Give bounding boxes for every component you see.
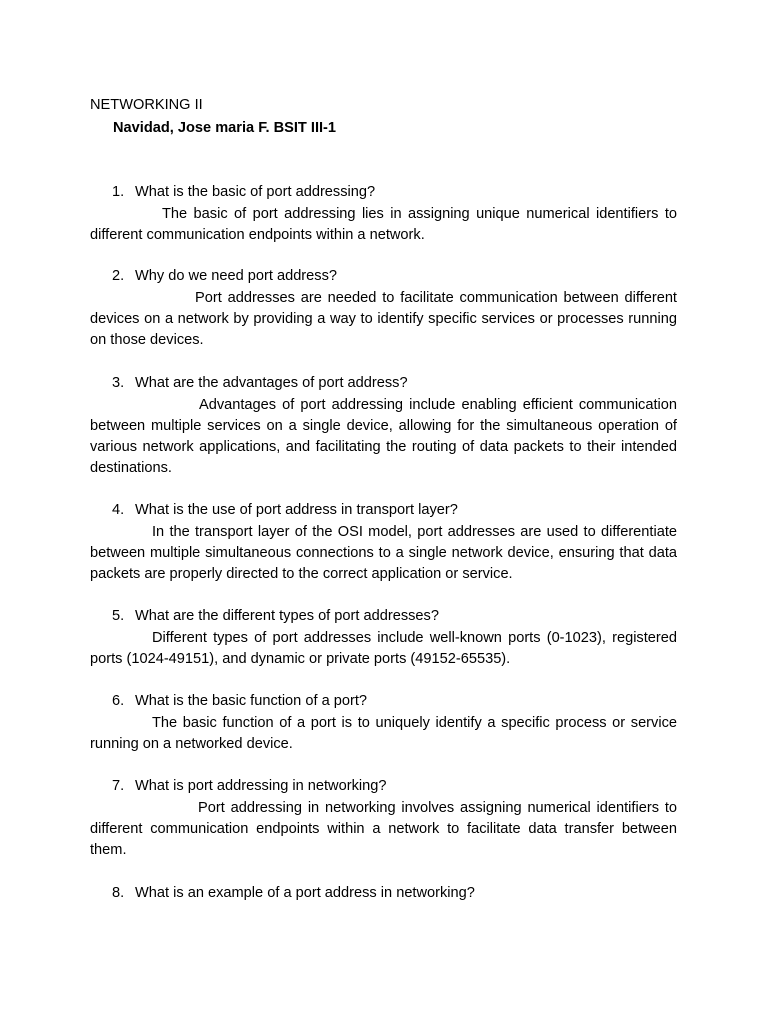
answer-6: The basic function of a port is to uniquely identify a specific process or service running on a networked device. bbox=[90, 715, 677, 752]
qa-item-4 bbox=[90, 500, 677, 585]
question-number: 2. bbox=[112, 268, 125, 284]
question-8 bbox=[90, 883, 677, 904]
question-number: 1. bbox=[112, 184, 125, 200]
qa-item-8 bbox=[90, 883, 677, 905]
question-number: 5. bbox=[112, 608, 125, 624]
question-text: What is port addressing in networking? bbox=[135, 778, 387, 794]
question-text: What are the different types of port addresses? bbox=[135, 608, 439, 624]
question-2 bbox=[90, 266, 677, 287]
document-title: NETWORKING II bbox=[90, 97, 203, 113]
question-text: What is the basic function of a port? bbox=[135, 693, 368, 709]
author-line: Navidad, Jose maria F. BSIT III-1 bbox=[113, 120, 337, 136]
qa-item-7 bbox=[90, 776, 677, 861]
question-1 bbox=[90, 182, 677, 203]
question-text: What is the basic of port addressing? bbox=[135, 184, 376, 200]
question-text: What is the use of port address in transport layer? bbox=[135, 502, 458, 518]
qa-item-5 bbox=[90, 606, 677, 670]
question-5 bbox=[90, 606, 677, 627]
question-3 bbox=[90, 373, 677, 394]
question-6 bbox=[90, 691, 677, 712]
answer-3: Advantages of port addressing include enabling efficient communication between multiple services on a single device, allowing for the simultaneous operation of various network applications, and facilitating the routing of data packets to their intended destinations. bbox=[90, 397, 677, 476]
qa-item-1 bbox=[90, 182, 677, 246]
question-number: 8. bbox=[112, 885, 125, 901]
qa-item-2 bbox=[90, 266, 677, 351]
question-text: What are the advantages of port address? bbox=[135, 375, 408, 391]
question-7 bbox=[90, 776, 677, 797]
qa-item-3 bbox=[90, 373, 677, 479]
question-number: 3. bbox=[112, 375, 125, 391]
qa-item-6 bbox=[90, 691, 677, 755]
question-number: 7. bbox=[112, 778, 125, 794]
answer-5: Different types of port addresses include well-known ports (0-1023), registered ports (1024-49151), and dynamic or private ports (49152-65535). bbox=[90, 630, 677, 667]
question-text: Why do we need port address? bbox=[135, 268, 337, 284]
answer-1: The basic of port addressing lies in assigning unique numerical identifiers to different communication endpoints within a network. bbox=[90, 206, 677, 243]
question-number: 6. bbox=[112, 693, 125, 709]
answer-4: In the transport layer of the OSI model, port addresses are used to differentiate between multiple simultaneous connections to a single network device, ensuring that data packets are properly directed to the correct application or service. bbox=[90, 524, 677, 582]
answer-2: Port addresses are needed to facilitate communication between different devices on a network by providing a way to identify specific services or processes running on those devices. bbox=[90, 290, 677, 348]
answer-7: Port addressing in networking involves assigning numerical identifiers to different communication endpoints within a network to facilitate data transfer between them. bbox=[90, 800, 677, 858]
question-text: What is an example of a port address in networking? bbox=[135, 885, 475, 901]
question-number: 4. bbox=[112, 502, 125, 518]
question-4 bbox=[90, 500, 677, 521]
